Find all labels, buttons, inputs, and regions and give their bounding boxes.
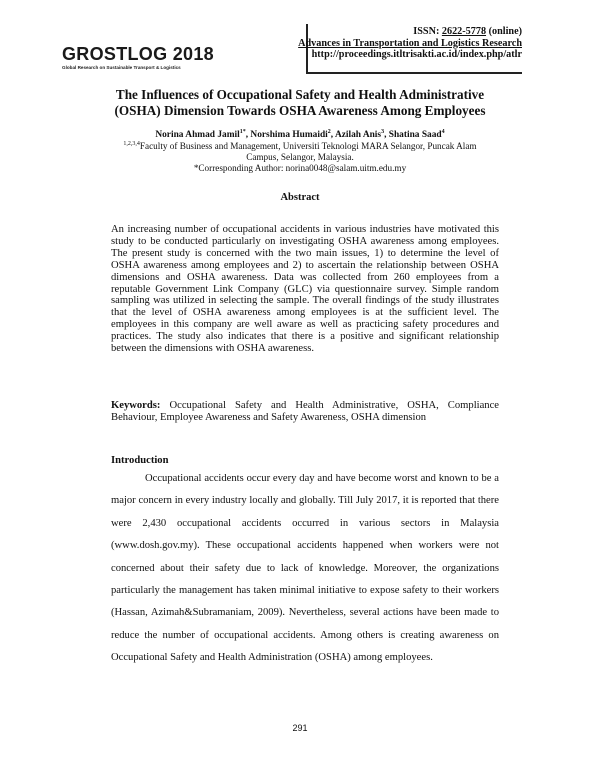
- issn-number[interactable]: 2622-5778: [441, 26, 487, 37]
- author-1: Norina Ahmad Jamil: [155, 130, 240, 140]
- journal-header: [298, 26, 522, 61]
- author-1-sup: 1*: [239, 129, 246, 135]
- author-2: , Norshima Humaidi: [245, 130, 328, 140]
- keywords-text: Occupational Safety and Health Administrative, OSHA, Compliance Behaviour, Employee Awareness and Safety Awareness, OSHA dimension: [111, 400, 499, 423]
- issn-suffix: (online): [486, 26, 522, 37]
- keywords: [111, 400, 499, 424]
- paper-title: [100, 87, 500, 119]
- issn-label: ISSN:: [413, 26, 442, 37]
- header-horizontal-rule: [306, 72, 522, 74]
- corresponding-author: *Corresponding Author: norina0048@salam.uitm.edu.my: [193, 163, 407, 174]
- abstract-heading: Abstract: [280, 192, 320, 203]
- introduction-text: Occupational accidents occur every day and have become worst and known to be a major concern in every industry locally and globally. Till July 2017, it is reported that there were 2,430 occupational accidents occurred in various sectors in Malaysia (www.dosh.gov.my). These occupational accidents happened when workers were not concerned about their safety due to lack of knowledge. Moreover, the organizations particularly the management has taken minimal initiative to expose safety to their workers (Hassan, Azimah&Subramaniam, 2009). Nevertheless, several actions have been made to reduce the number of occupational accidents. Among others is creating awareness on Occupational Safety and Health Administration (OSHA) among employees.: [111, 473, 499, 664]
- author-list: [100, 130, 500, 140]
- journal-name: Advances in Transportation and Logistics Research: [298, 37, 522, 49]
- author-4-sup: 4: [441, 129, 445, 135]
- page-number: 291: [292, 723, 308, 733]
- conference-logo-title: GROSTLOG 2018: [62, 44, 214, 64]
- affiliation-line-2: Campus, Selangor, Malaysia.: [246, 152, 354, 163]
- paper-title-line-1: The Influences of Occupational Safety and Health Administrative: [115, 87, 485, 102]
- author-2-sup: 2: [327, 129, 331, 135]
- issn-line: [298, 26, 522, 38]
- author-3: , Azilah Anis: [330, 130, 382, 140]
- affiliation-text-1: Faculty of Business and Management, Universiti Teknologi MARA Selangor, Puncak Alam: [139, 141, 477, 151]
- affiliation-line-1: [100, 141, 500, 152]
- author-3-sup: 3: [381, 129, 385, 135]
- journal-url-link[interactable]: http://proceedings.itltrisakti.ac.id/index.php/atlr: [311, 49, 522, 61]
- abstract-text: An increasing number of occupational accidents in various industries have motivated this study to be conducted particularly on investigating OSHA awareness among employees. The present study is concerned with the two main issues, 1) to determine the level of OSHA awareness among employees and 2) to ascertain the relationship between OSHA dimensions and OSHA awareness. Data was collected from 260 employees from a reputable Government Link Company (GLC) via questionnaire survey. Simple random sampling was utilized in selecting the sample. The overall findings of the study illustrates that the level of OSHA awareness among employees is at the sufficient level. The employees in this company are well aware as well as practicing safety procedures and practices. The study also indicates that there is a positive and significant relationship between the dimensions with OSHA awareness.: [111, 224, 499, 355]
- paper-title-line-2: (OSHA) Dimension Towards OSHA Awareness Among Employees: [114, 103, 486, 118]
- author-4: , Shatina Saad: [384, 130, 442, 140]
- affiliation-block: [100, 141, 500, 175]
- affiliation-sup: 1,2,3,4: [123, 141, 140, 147]
- keywords-label: Keywords:: [111, 400, 161, 411]
- conference-logo-subtitle: Global Research on Sustainable Transport & Logistics: [62, 65, 181, 70]
- introduction-heading: Introduction: [111, 455, 169, 466]
